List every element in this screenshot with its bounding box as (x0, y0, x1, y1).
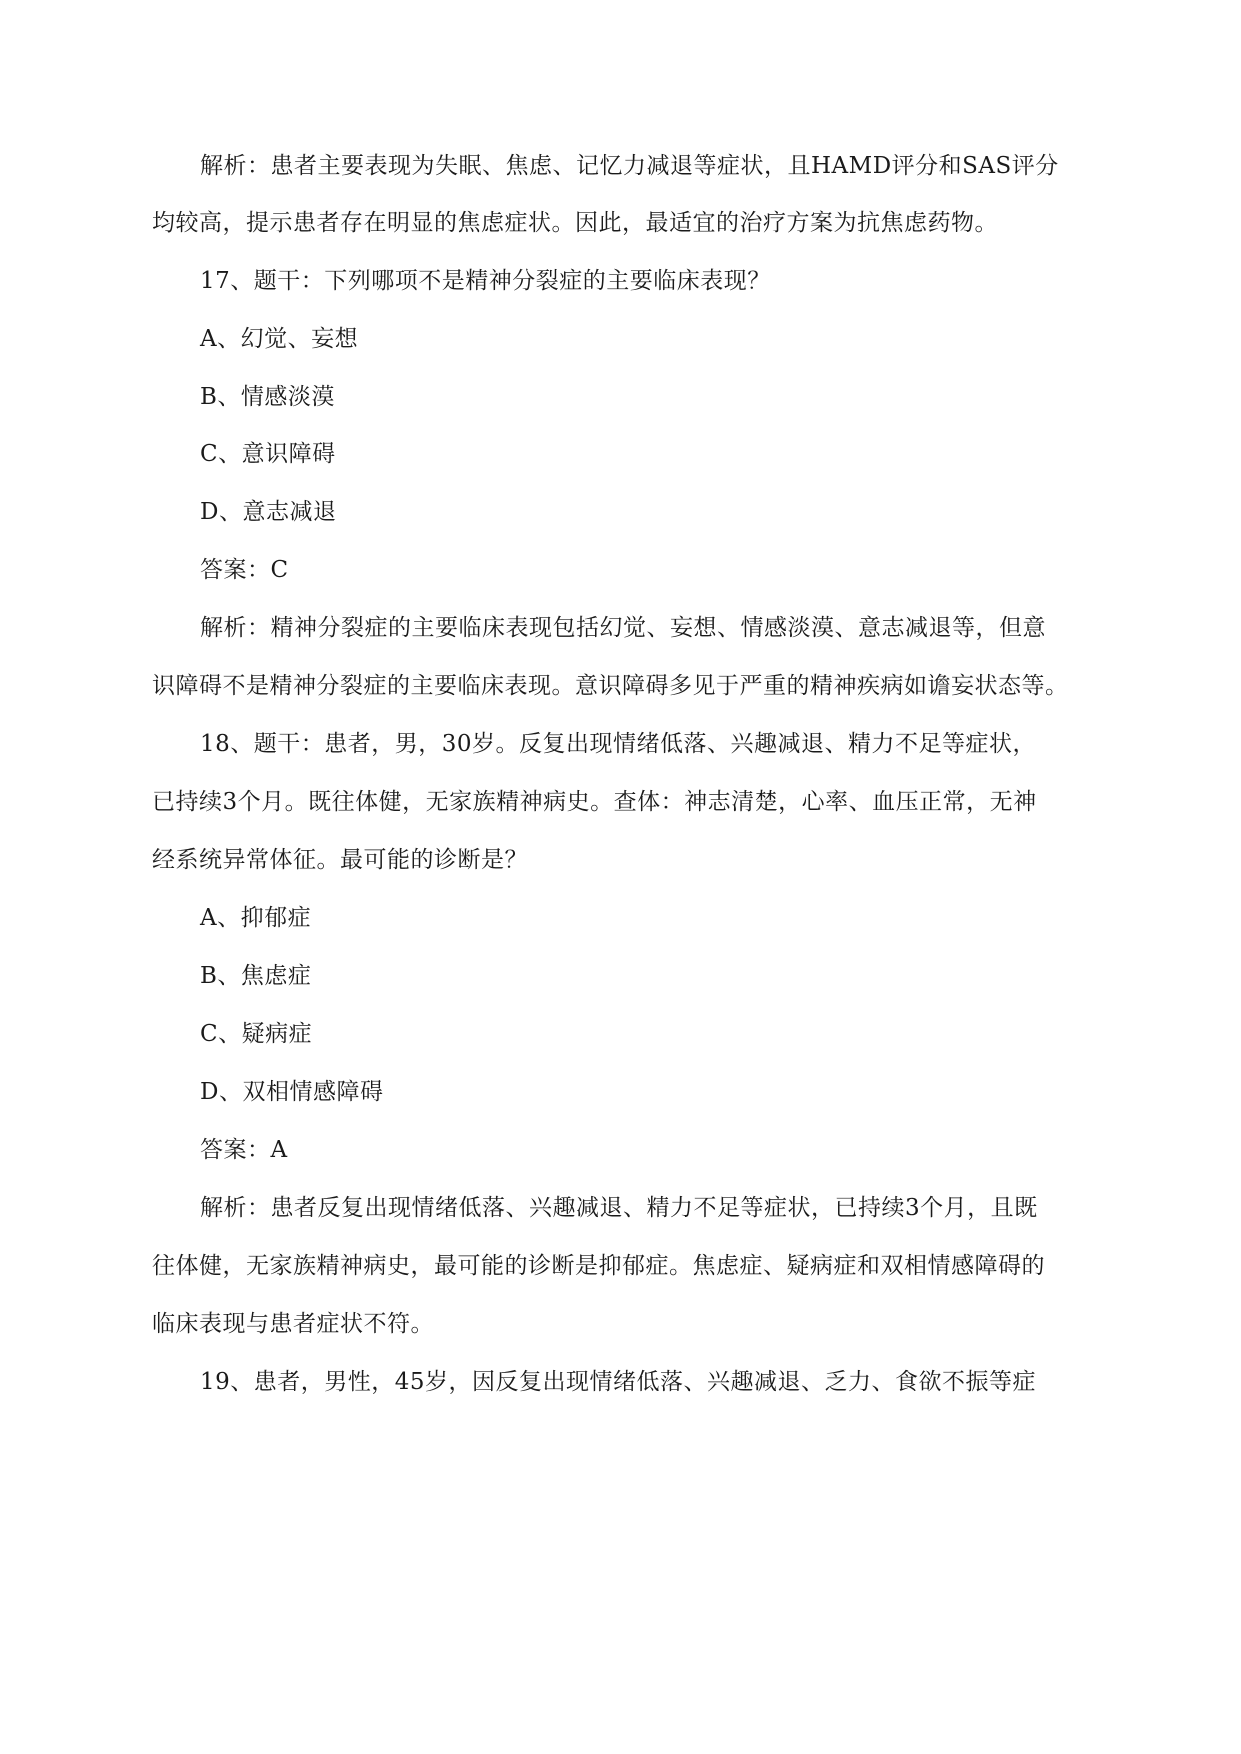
q18-option-c: C、疑病症 (200, 1021, 313, 1047)
q17-answer: 答案：C (200, 557, 289, 583)
q18-stem-line-1: 18、题干：患者，男，30岁。反复出现情绪低落、兴趣减退、精力不足等症状， (200, 731, 1037, 757)
q17-explanation-line-2: 识障碍不是精神分裂症的主要临床表现。意识障碍多见于严重的精神疾病如谵妄状态等。 (152, 673, 1069, 699)
q17-option-d: D、意志减退 (200, 499, 337, 525)
q17-option-b: B、情感淡漠 (200, 384, 335, 410)
q18-stem-line-2: 已持续3个月。既往体健，无家族精神病史。查体：神志清楚，心率、血压正常，无神 (152, 789, 1037, 815)
q18-option-a: A、抑郁症 (200, 905, 312, 931)
q17-explanation-line-1: 解析：精神分裂症的主要临床表现包括幻觉、妄想、情感淡漠、意志减退等，但意 (200, 615, 1046, 641)
q18-explanation-line-1: 解析：患者反复出现情绪低落、兴趣减退、精力不足等症状，已持续3个月，且既 (200, 1195, 1038, 1221)
q17-stem: 17、题干：下列哪项不是精神分裂症的主要临床表现？ (200, 268, 771, 294)
q18-stem-line-3: 经系统异常体征。最可能的诊断是？ (152, 847, 528, 873)
q18-option-b: B、焦虑症 (200, 963, 312, 989)
q18-option-d: D、双相情感障碍 (200, 1079, 384, 1105)
q17-option-c: C、意识障碍 (200, 441, 336, 467)
q19-stem-line-1: 19、患者，男性，45岁，因反复出现情绪低落、兴趣减退、乏力、食欲不振等症 (200, 1369, 1037, 1395)
q18-answer: 答案：A (200, 1137, 288, 1163)
q17-option-a: A、幻觉、妄想 (200, 326, 359, 352)
q18-explanation-line-3: 临床表现与患者症状不符。 (152, 1311, 434, 1337)
q18-explanation-line-2: 往体健，无家族精神病史，最可能的诊断是抑郁症。焦虑症、疑病症和双相情感障碍的 (152, 1253, 1045, 1279)
q16-explanation-line-2: 均较高，提示患者存在明显的焦虑症状。因此，最适宜的治疗方案为抗焦虑药物。 (152, 210, 998, 236)
q16-explanation-line-1: 解析：患者主要表现为失眠、焦虑、记忆力减退等症状，且HAMD评分和SAS评分 (200, 153, 1059, 179)
